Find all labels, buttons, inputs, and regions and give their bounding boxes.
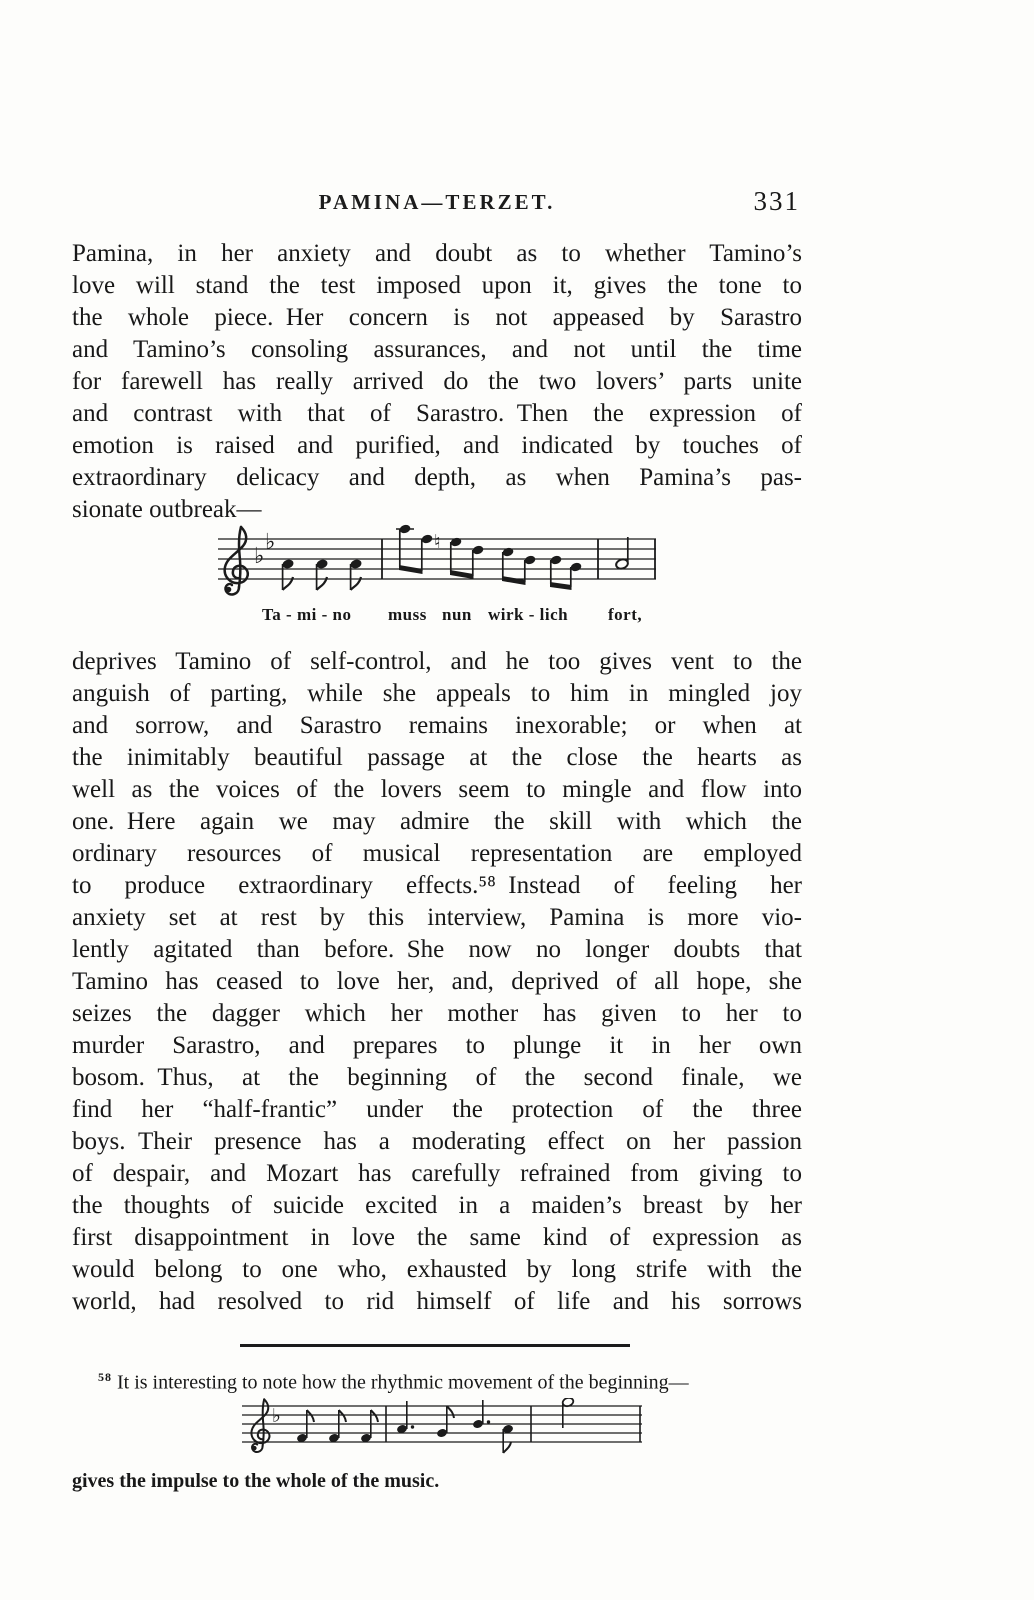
lyric-syllables: muss (388, 605, 427, 624)
text-line: murder Sarastro, and prepares to plunge it in her own (72, 1032, 802, 1059)
paragraph-2 (72, 646, 802, 1318)
text-line: seizes the dagger which her mother has given to her to (72, 1000, 802, 1027)
paragraph-1 (72, 238, 802, 526)
text-line: and contrast with that of Sarastro. Then the expression of (72, 400, 802, 427)
page-header (72, 186, 802, 216)
text-line: Tamino has ceased to love her, and, deprived of all hope, she (72, 968, 802, 995)
text-line: and Tamino’s consoling assurances, and not until the time (72, 336, 802, 363)
text-line: first disappointment in love the same kind of expression as (72, 1224, 802, 1251)
text-line: sionate outbreak— (72, 496, 262, 523)
text-line: to produce extraordinary effects.⁵⁸ Instead of feeling her (72, 872, 802, 899)
notes-ta-mi-no (281, 558, 362, 590)
text-line: anxiety set at rest by this interview, Pamina is more vio- (72, 904, 802, 931)
footnote-marker: 58 (98, 1370, 112, 1384)
page-number: 331 (753, 186, 800, 216)
lyric-syllables: fort, (608, 605, 643, 624)
text-line: well as the voices of the lovers seem to mingle and flow into (72, 776, 802, 803)
lyric-syllables: wirk - lich (488, 605, 569, 624)
text-line: the thoughts of suicide excited in a maiden’s breast by her (72, 1192, 802, 1219)
flat-sign-icon: ♭ (265, 530, 276, 555)
text-line: ordinary resources of musical representation are employed (72, 840, 802, 867)
music-example-1 (210, 524, 670, 629)
music-staff-2-image (236, 1398, 646, 1460)
flat-sign-icon: ♭ (254, 544, 265, 569)
text-line: boys. Their presence has a moderating effect on her passion (72, 1128, 802, 1155)
text-line: anguish of parting, while she appeals to him in mingled joy (72, 680, 802, 707)
note-fort (615, 537, 629, 570)
music-example-2 (236, 1398, 656, 1465)
text-line: bosom. Thus, at the beginning of the second finale, we (72, 1064, 802, 1091)
text-line: world, had resolved to rid himself of life and his sorrows (72, 1288, 802, 1315)
running-title: PAMINA—TERZET. (318, 190, 556, 214)
text-line: the whole piece. Her concern is not appeased by Sarastro (72, 304, 802, 331)
text-line: extraordinary delicacy and depth, as when Pamina’s pas- (72, 464, 802, 491)
text-line: lently agitated than before. She now no longer doubts that (72, 936, 802, 963)
lyric-syllables: Ta - mi - no (262, 605, 352, 624)
treble-clef-icon (251, 1399, 269, 1452)
footnote-closing-line: gives the impulse to the whole of the music. (72, 1470, 440, 1492)
text-line: of despair, and Mozart has carefully refrained from giving to (72, 1160, 802, 1187)
text-line: emotion is raised and purified, and indicated by touches of (72, 432, 802, 459)
notes-muss-nun-wirk-lich (396, 524, 582, 590)
footnote-text (72, 1364, 802, 1396)
footnote-divider (240, 1344, 630, 1347)
text-line: and sorrow, and Sarastro remains inexorable; or when at (72, 712, 802, 739)
lyrics-line (210, 605, 670, 629)
text-line: one. Here again we may admire the skill with which the (72, 808, 802, 835)
music-staff-1-image (210, 524, 660, 602)
lyric-syllables: nun (442, 605, 472, 624)
treble-clef-icon (225, 527, 248, 594)
paragraph-1-lines (72, 238, 802, 494)
paragraph-2-lines (72, 646, 802, 1318)
flat-sign-icon: ♭ (272, 1405, 281, 1427)
text-line: would belong to one who, exhausted by long strife with the (72, 1256, 802, 1283)
text-line: find her “half-frantic” under the protection of the three (72, 1096, 802, 1123)
text-line: Pamina, in her anxiety and doubt as to whether Tamino’s (72, 240, 802, 267)
text-line: for farewell has really arrived do the two lovers’ parts unite (72, 368, 802, 395)
text-line: love will stand the test imposed upon it, gives the tone to (72, 272, 802, 299)
footnote-line-1: It is interesting to note how the rhythmic movement of the beginning— (117, 1371, 689, 1394)
text-line: the inimitably beautiful passage at the close the hearts as (72, 744, 802, 771)
text-line: deprives Tamino of self-control, and he too gives vent to the (72, 648, 802, 675)
natural-sign-icon: ♮ (434, 531, 441, 553)
rhythm-notes-2 (396, 1400, 514, 1453)
